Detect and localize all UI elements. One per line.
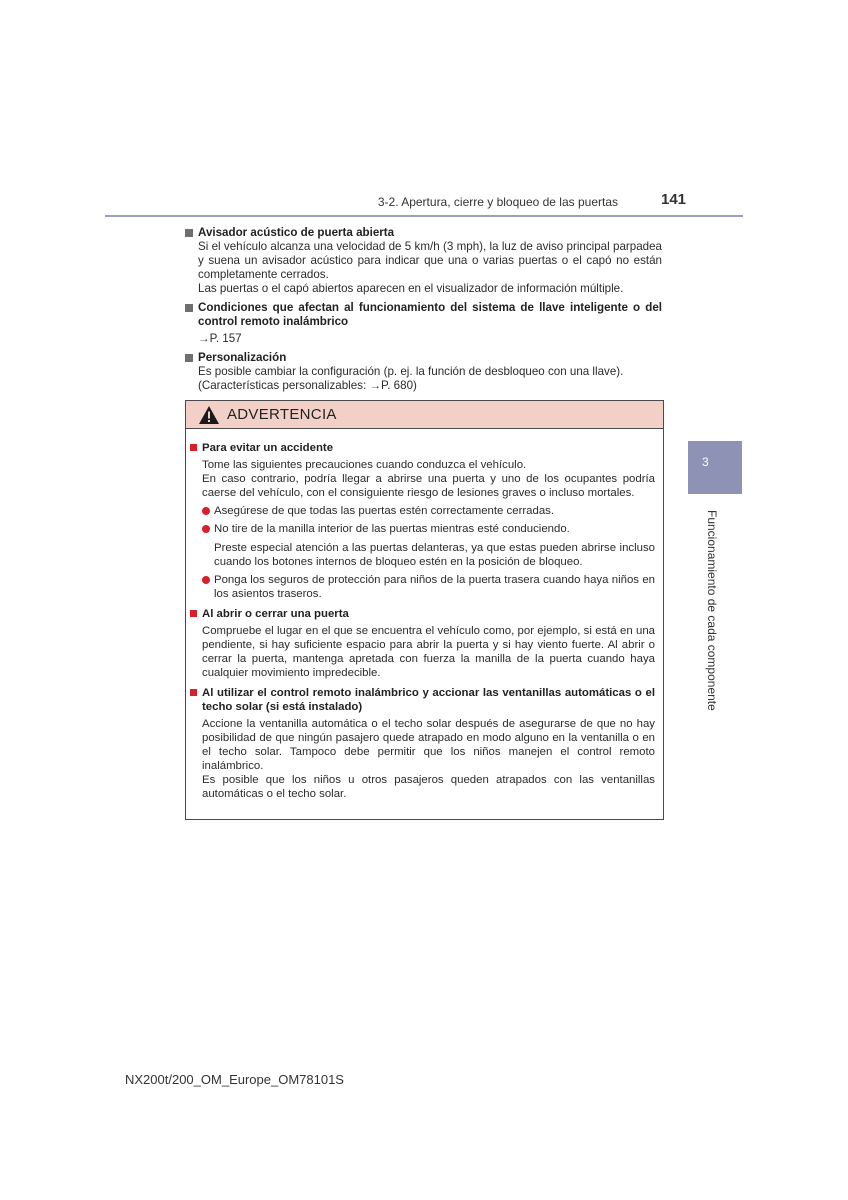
paragraph: Las puertas o el capó abiertos aparecen en el visualizador de información múltiple. (198, 282, 624, 295)
warning-title: ADVERTENCIA (227, 405, 337, 423)
list-item (202, 504, 655, 518)
red-square-bullet-icon (190, 689, 197, 696)
gray-square-bullet-icon (185, 304, 193, 312)
gray-square-bullet-icon (185, 229, 193, 237)
warning-header (186, 401, 663, 429)
section-personalization (185, 351, 662, 393)
section-heading-text: Condiciones que afectan al funcionamiento del sistema de llave inteligente o del control remoto inalámbrico (198, 301, 662, 328)
warning-section-heading (190, 441, 655, 455)
list-item-text: No tire de la manilla interior de las puertas mientras esté conduciendo. (214, 523, 570, 535)
section-heading (185, 351, 662, 365)
red-dot-bullet-icon (202, 507, 210, 515)
red-square-bullet-icon (190, 610, 197, 617)
list-item (202, 522, 655, 536)
section-heading (185, 301, 662, 329)
warning-section-open-close-door (190, 607, 655, 680)
header-divider (105, 215, 743, 217)
red-dot-bullet-icon (202, 525, 210, 533)
page-reference-link[interactable]: →P. 157 (198, 332, 242, 345)
warning-section-heading (190, 607, 655, 621)
gray-square-bullet-icon (185, 354, 193, 362)
warning-triangle-icon (199, 406, 219, 424)
page-number: 141 (661, 191, 687, 208)
warning-heading-text: Para evitar un accidente (202, 442, 334, 454)
warning-text (202, 458, 655, 500)
warning-box (185, 400, 664, 820)
warning-body (186, 429, 663, 819)
warning-text (202, 717, 655, 801)
list-item-note: Preste especial atención a las puertas delanteras, ya que estas pueden abrirse incluso cuando los botones internos de bloqueo estén en la posición de bloqueo. (214, 542, 655, 568)
paragraph: En caso contrario, podría llegar a abrirse una puerta y uno de los ocupantes podría caerse del vehículo, con el consiguiente riesgo de lesiones graves o incluso mortales. (202, 473, 655, 499)
paragraph: Accione la ventanilla automática o el techo solar después de asegurarse de que no hay posibilidad de que ningún pasajero quede atrapado en modo alguno en la ventanilla o en el techo solar. Tampoco debe permitir que los niños manejen el control remoto inalámbrico. (202, 718, 655, 772)
warning-text (202, 624, 655, 680)
paragraph: (Características personalizables: →P. 680) (198, 379, 417, 392)
main-content (185, 226, 662, 820)
red-square-bullet-icon (190, 444, 197, 451)
paragraph: Es posible cambiar la configuración (p. ej. la función de desbloqueo con una llave). (198, 365, 624, 378)
section-body (198, 365, 662, 393)
section-body (198, 240, 662, 296)
warning-section-avoid-accident (190, 441, 655, 601)
list-item-text: Asegúrese de que todas las puertas estén correctamente cerradas. (214, 505, 555, 517)
warning-section-heading (190, 686, 655, 714)
list-item-text: Ponga los seguros de protección para niños de la puerta trasera cuando haya niños en los asientos traseros. (214, 574, 655, 600)
warning-heading-text: Al abrir o cerrar una puerta (202, 608, 349, 620)
section-door-open-alarm (185, 226, 662, 296)
paragraph: Tome las siguientes precauciones cuando conduzca el vehículo. (202, 459, 527, 471)
section-heading (185, 226, 662, 240)
section-heading-text: Personalización (198, 351, 287, 364)
paragraph: Es posible que los niños u otros pasajeros queden atrapados con las ventanillas automáticas o el techo solar. (202, 774, 655, 800)
chapter-tab[interactable] (688, 441, 742, 494)
warning-heading-text: Al utilizar el control remoto inalámbrico y accionar las ventanillas automáticas o el techo solar (si está instalado) (202, 687, 655, 713)
paragraph: Si el vehículo alcanza una velocidad de 5 km/h (3 mph), la luz de aviso principal parpadea y suena un avisador acústico para indicar que una o varias puertas o el capó no están completamente cerrados. (198, 240, 662, 281)
red-dot-bullet-icon (202, 576, 210, 584)
chapter-number: 3 (702, 455, 709, 469)
chapter-side-label: Funcionamiento de cada componente (705, 510, 719, 711)
section-smart-key-conditions (185, 301, 662, 346)
running-header-title: 3-2. Apertura, cierre y bloqueo de las puertas (377, 195, 618, 209)
paragraph: Compruebe el lugar en el que se encuentra el vehículo como, por ejemplo, si está en una pendiente, si hay suficiente espacio para abrir la puerta y si hay viento fuerte. Al abrir o cerrar la puerta, mantenga apretada con fuerza la manilla de la puerta cuando haya cualquier movimiento impredecible. (202, 625, 655, 679)
warning-section-remote-windows (190, 686, 655, 801)
section-heading-text: Avisador acústico de puerta abierta (198, 226, 395, 239)
footer-document-code: NX200t/200_OM_Europe_OM78101S (125, 1072, 344, 1087)
list-item (202, 573, 655, 601)
